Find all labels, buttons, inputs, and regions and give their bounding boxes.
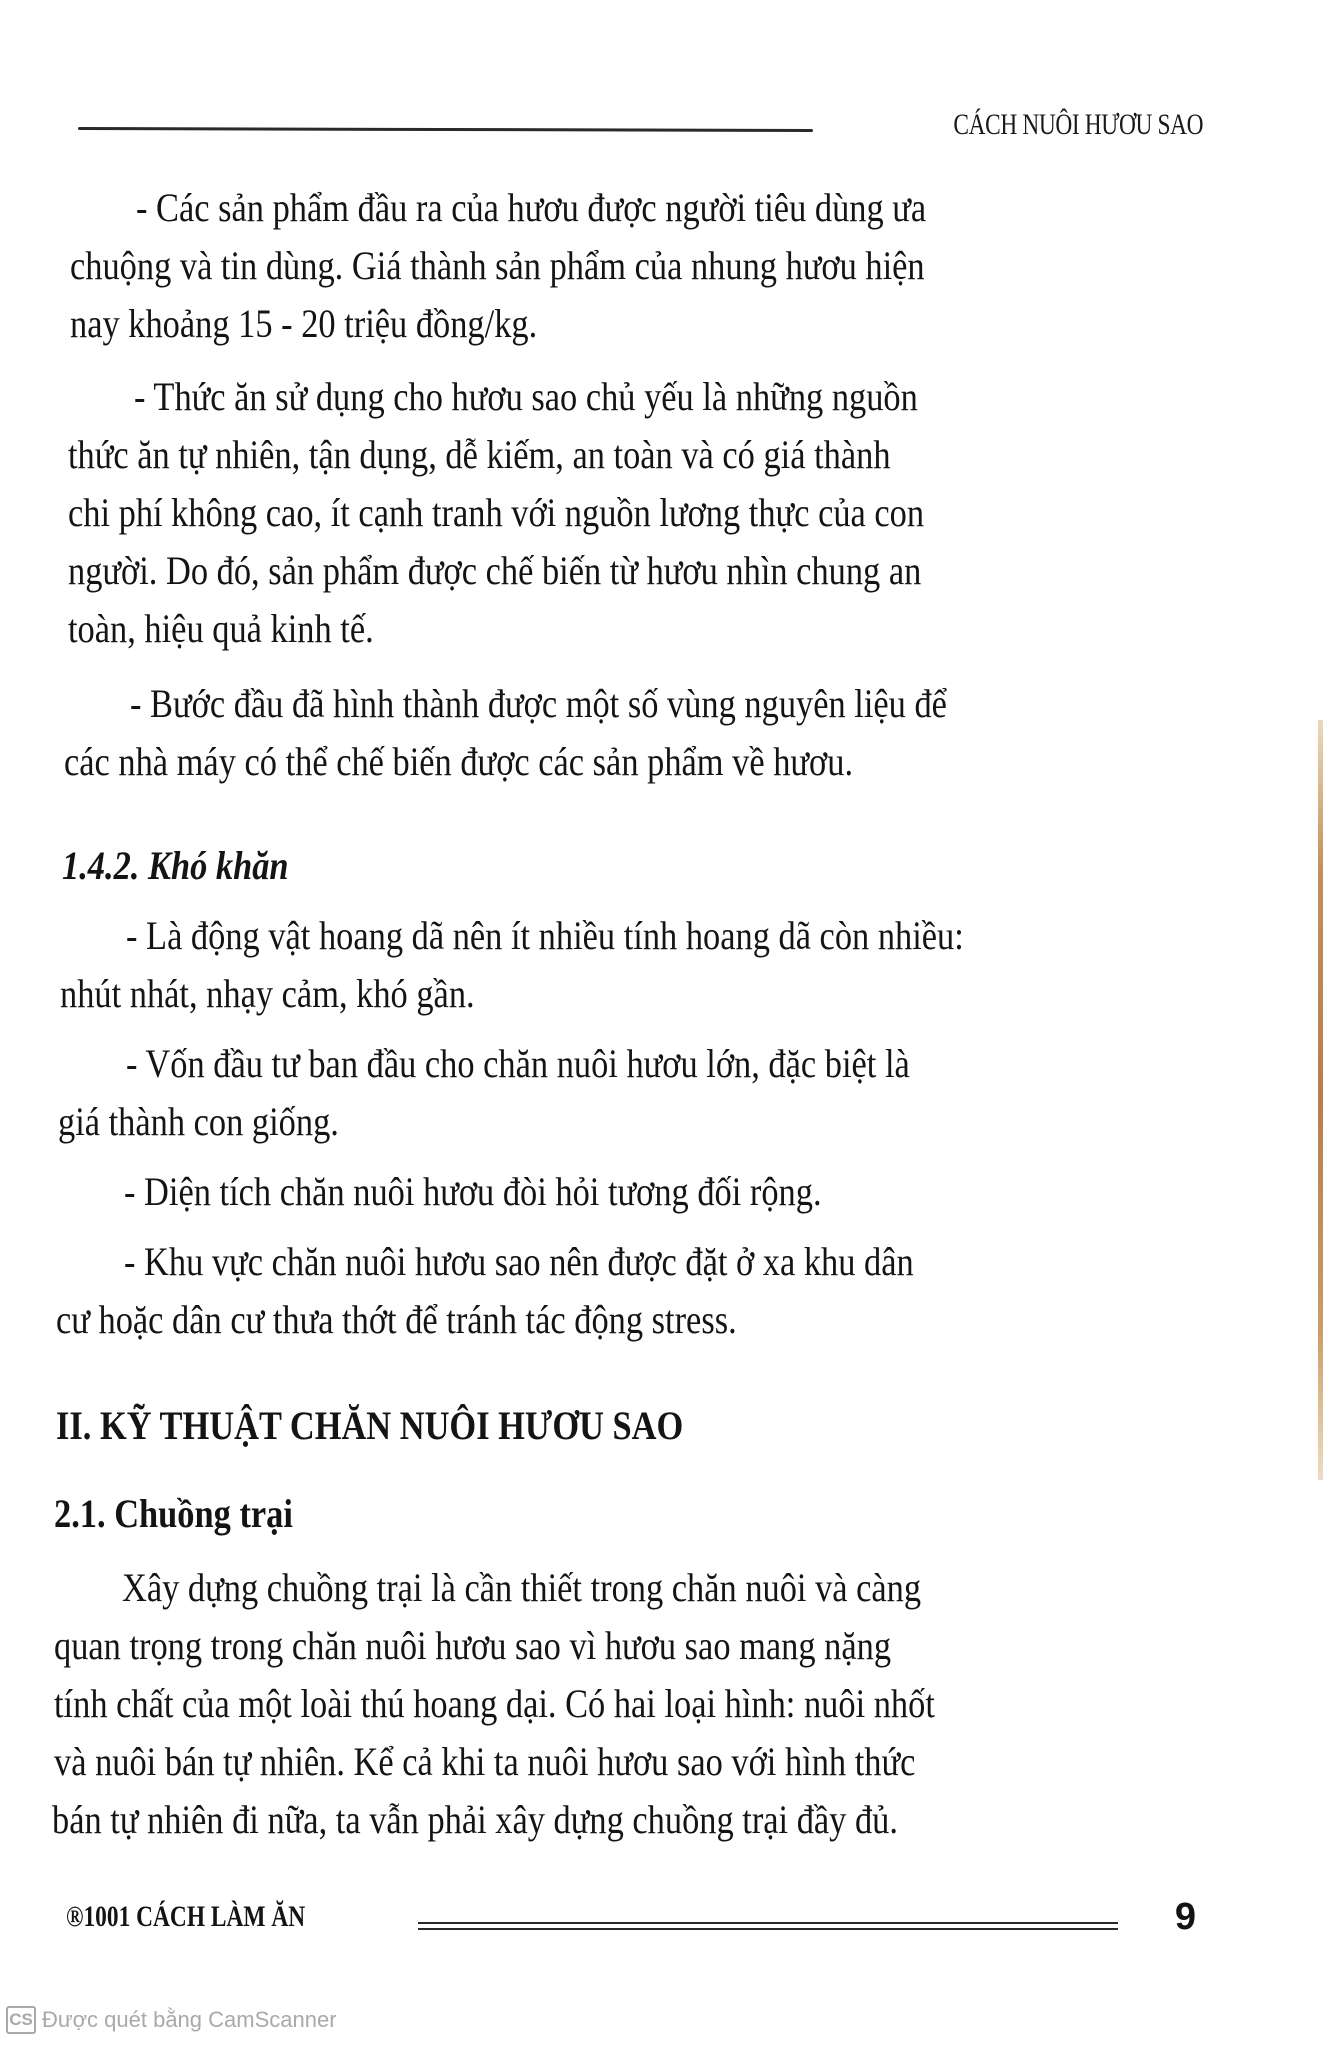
paragraph-line: quan trọng trong chăn nuôi hươu sao vì hươu sao mang nặng xyxy=(54,1623,892,1668)
paragraph-line: thức ăn tự nhiên, tận dụng, dễ kiếm, an toàn và có giá thành xyxy=(68,432,891,477)
paragraph-line: và nuôi bán tự nhiên. Kể cả khi ta nuôi hươu sao với hình thức xyxy=(54,1739,916,1784)
running-header xyxy=(78,108,1203,148)
page-edge-artifact xyxy=(1318,720,1323,1480)
paragraph-line: nay khoảng 15 - 20 triệu đồng/kg. xyxy=(70,301,538,346)
paragraph-line: - Thức ăn sử dụng cho hươu sao chủ yếu là những nguồn xyxy=(134,374,918,419)
paragraph-line: nhút nhát, nhạy cảm, khó gần. xyxy=(60,971,475,1016)
paragraph-line: Xây dựng chuồng trại là cần thiết trong chăn nuôi và càng xyxy=(122,1565,922,1610)
paragraph-line: - Là động vật hoang dã nên ít nhiều tính hoang dã còn nhiều: xyxy=(126,913,964,958)
paragraph-line: tính chất của một loài thú hoang dại. Có hai loại hình: nuôi nhốt xyxy=(54,1681,935,1726)
camscanner-watermark xyxy=(6,2006,337,2034)
section-heading-barns: 2.1. Chuồng trại xyxy=(54,1491,293,1536)
paragraph-line: chi phí không cao, ít cạnh tranh với nguồn lương thực của con xyxy=(68,490,925,535)
running-header-title: CÁCH NUÔI HƯƠU SAO xyxy=(953,108,1203,141)
paragraph-line: - Các sản phẩm đầu ra của hươu được người tiêu dùng ưa xyxy=(136,185,927,230)
header-rule xyxy=(78,127,813,132)
paragraph-line: các nhà máy có thể chế biến được các sản phẩm về hươu. xyxy=(64,739,854,784)
footer-brand: ®1001 CÁCH LÀM ĂN xyxy=(66,1900,306,1933)
paragraph-line: cư hoặc dân cư thưa thớt để tránh tác động stress. xyxy=(56,1297,737,1342)
paragraph-line: - Diện tích chăn nuôi hươu đòi hỏi tương đối rộng. xyxy=(124,1169,822,1214)
page-footer xyxy=(66,1896,1196,1940)
paragraph-line: - Khu vực chăn nuôi hươu sao nên được đặt ở xa khu dân xyxy=(124,1239,914,1284)
paragraph-line: người. Do đó, sản phẩm được chế biến từ hươu nhìn chung an xyxy=(68,548,922,593)
footer-rule xyxy=(418,1922,1118,1930)
paragraph-line: - Bước đầu đã hình thành được một số vùng nguyên liệu để xyxy=(130,681,947,726)
paragraph-line: bán tự nhiên đi nữa, ta vẫn phải xây dựng chuồng trại đầy đủ. xyxy=(52,1797,898,1842)
paragraph-line: - Vốn đầu tư ban đầu cho chăn nuôi hươu lớn, đặc biệt là xyxy=(126,1041,910,1086)
watermark-text: Được quét bằng CamScanner xyxy=(42,2007,337,2032)
paragraph-line: toàn, hiệu quả kinh tế. xyxy=(68,606,374,651)
chapter-heading: II. KỸ THUẬT CHĂN NUÔI HƯƠU SAO xyxy=(56,1403,684,1448)
camscanner-logo-icon: CS xyxy=(6,2006,36,2034)
section-heading-difficulties: 1.4.2. Khó khăn xyxy=(62,843,289,888)
paragraph-line: chuộng và tin dùng. Giá thành sản phẩm của nhung hươu hiện xyxy=(70,243,925,288)
paragraph-line: giá thành con giống. xyxy=(58,1099,339,1144)
page-number: 9 xyxy=(1174,1896,1196,1938)
